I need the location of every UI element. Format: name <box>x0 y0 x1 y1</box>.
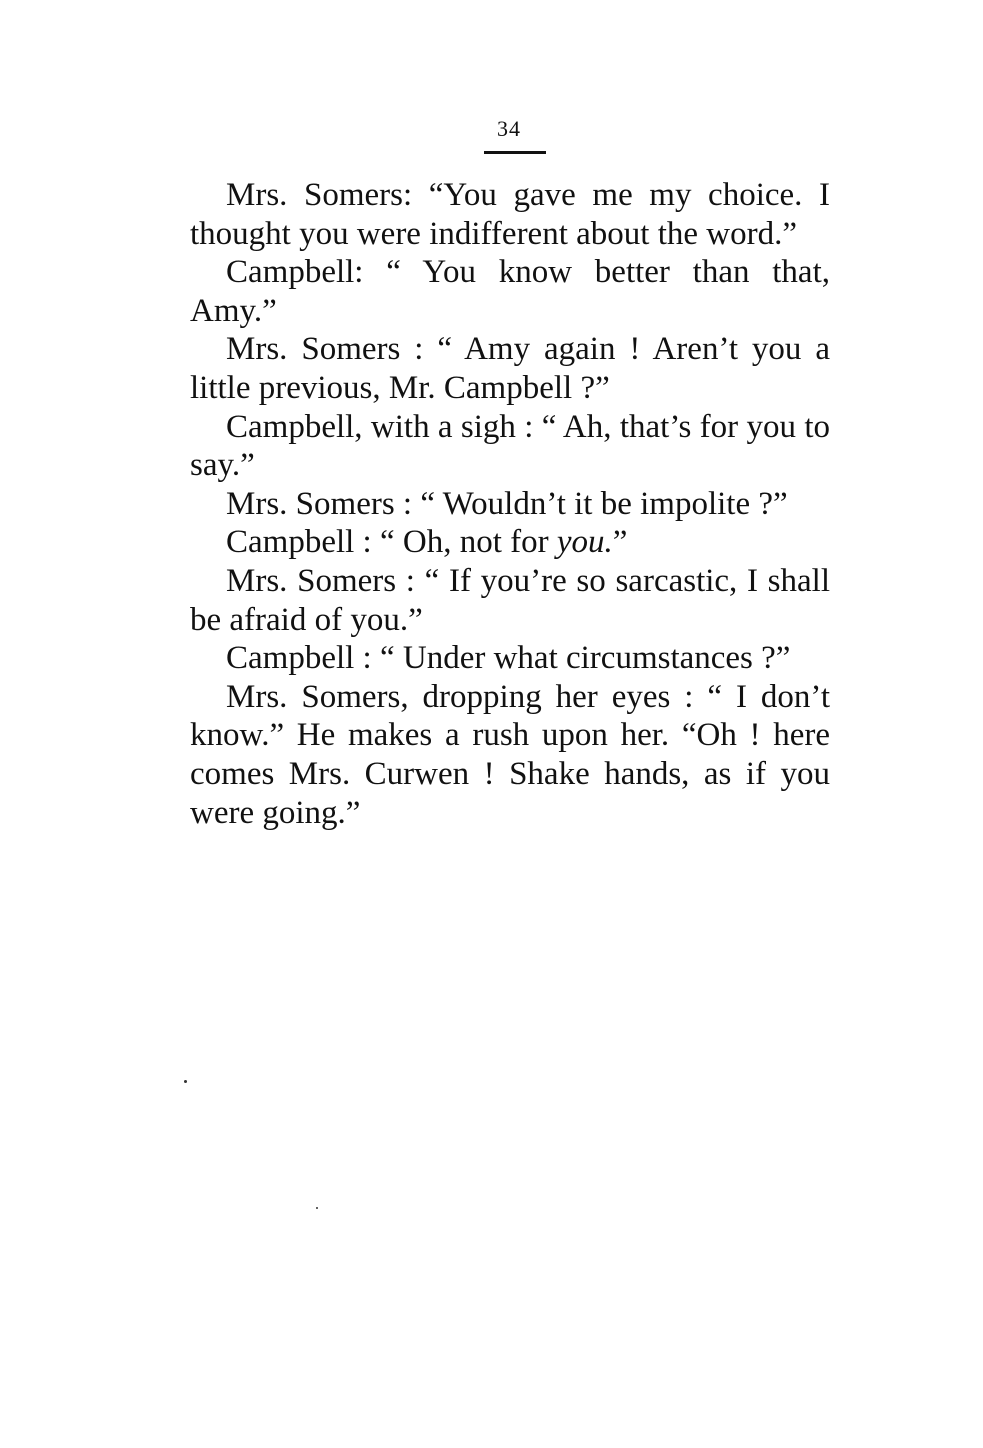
paragraph-text: Campbell, with a sigh : “ Ah, that’s for you to say.” <box>190 408 830 484</box>
dialogue-paragraph <box>190 523 830 562</box>
dialogue-paragraph <box>190 678 830 832</box>
dialogue-paragraph <box>190 639 830 678</box>
paragraph-text: ” <box>612 524 628 561</box>
paragraph-text: Mrs. Somers : “ If you’re so sarcastic, I shall be afraid of you.” <box>190 562 830 638</box>
dialogue-paragraph <box>190 408 830 485</box>
paragraph-text: Mrs. Somers : “ Amy again ! Aren’t you a little previous, Mr. Campbell ?” <box>190 331 830 406</box>
print-speck <box>184 1080 187 1083</box>
dialogue-paragraph <box>190 562 830 639</box>
paragraph-text: Mrs. Somers, dropping her eyes : “ I don’t know.” He makes a rush upon her. “Oh ! here comes Mrs. Curwen ! Shake hands, as if you were going.” <box>190 678 830 831</box>
italic-text: you. <box>556 524 613 561</box>
dialogue-paragraph <box>190 253 830 330</box>
print-speck <box>316 1207 318 1209</box>
dialogue-paragraph <box>190 330 830 407</box>
paragraph-text: Campbell: “ You know better than that, Amy.” <box>190 254 830 329</box>
dialogue-paragraph <box>190 176 830 253</box>
page-number-rule <box>484 151 546 154</box>
paragraph-text: Mrs. Somers: “You gave me my choice. I thought you were indifferent about the word.” <box>190 177 830 252</box>
paragraph-text: Campbell : “ Oh, not for <box>226 524 557 561</box>
paragraph-text: Mrs. Somers : “ Wouldn’t it be impolite ?” <box>226 485 788 522</box>
dialogue-paragraph <box>190 485 830 524</box>
page-number: 34 <box>497 116 521 141</box>
paragraph-text: Campbell : “ Under what circumstances ?” <box>226 640 791 677</box>
dialogue-text-block <box>190 176 830 832</box>
